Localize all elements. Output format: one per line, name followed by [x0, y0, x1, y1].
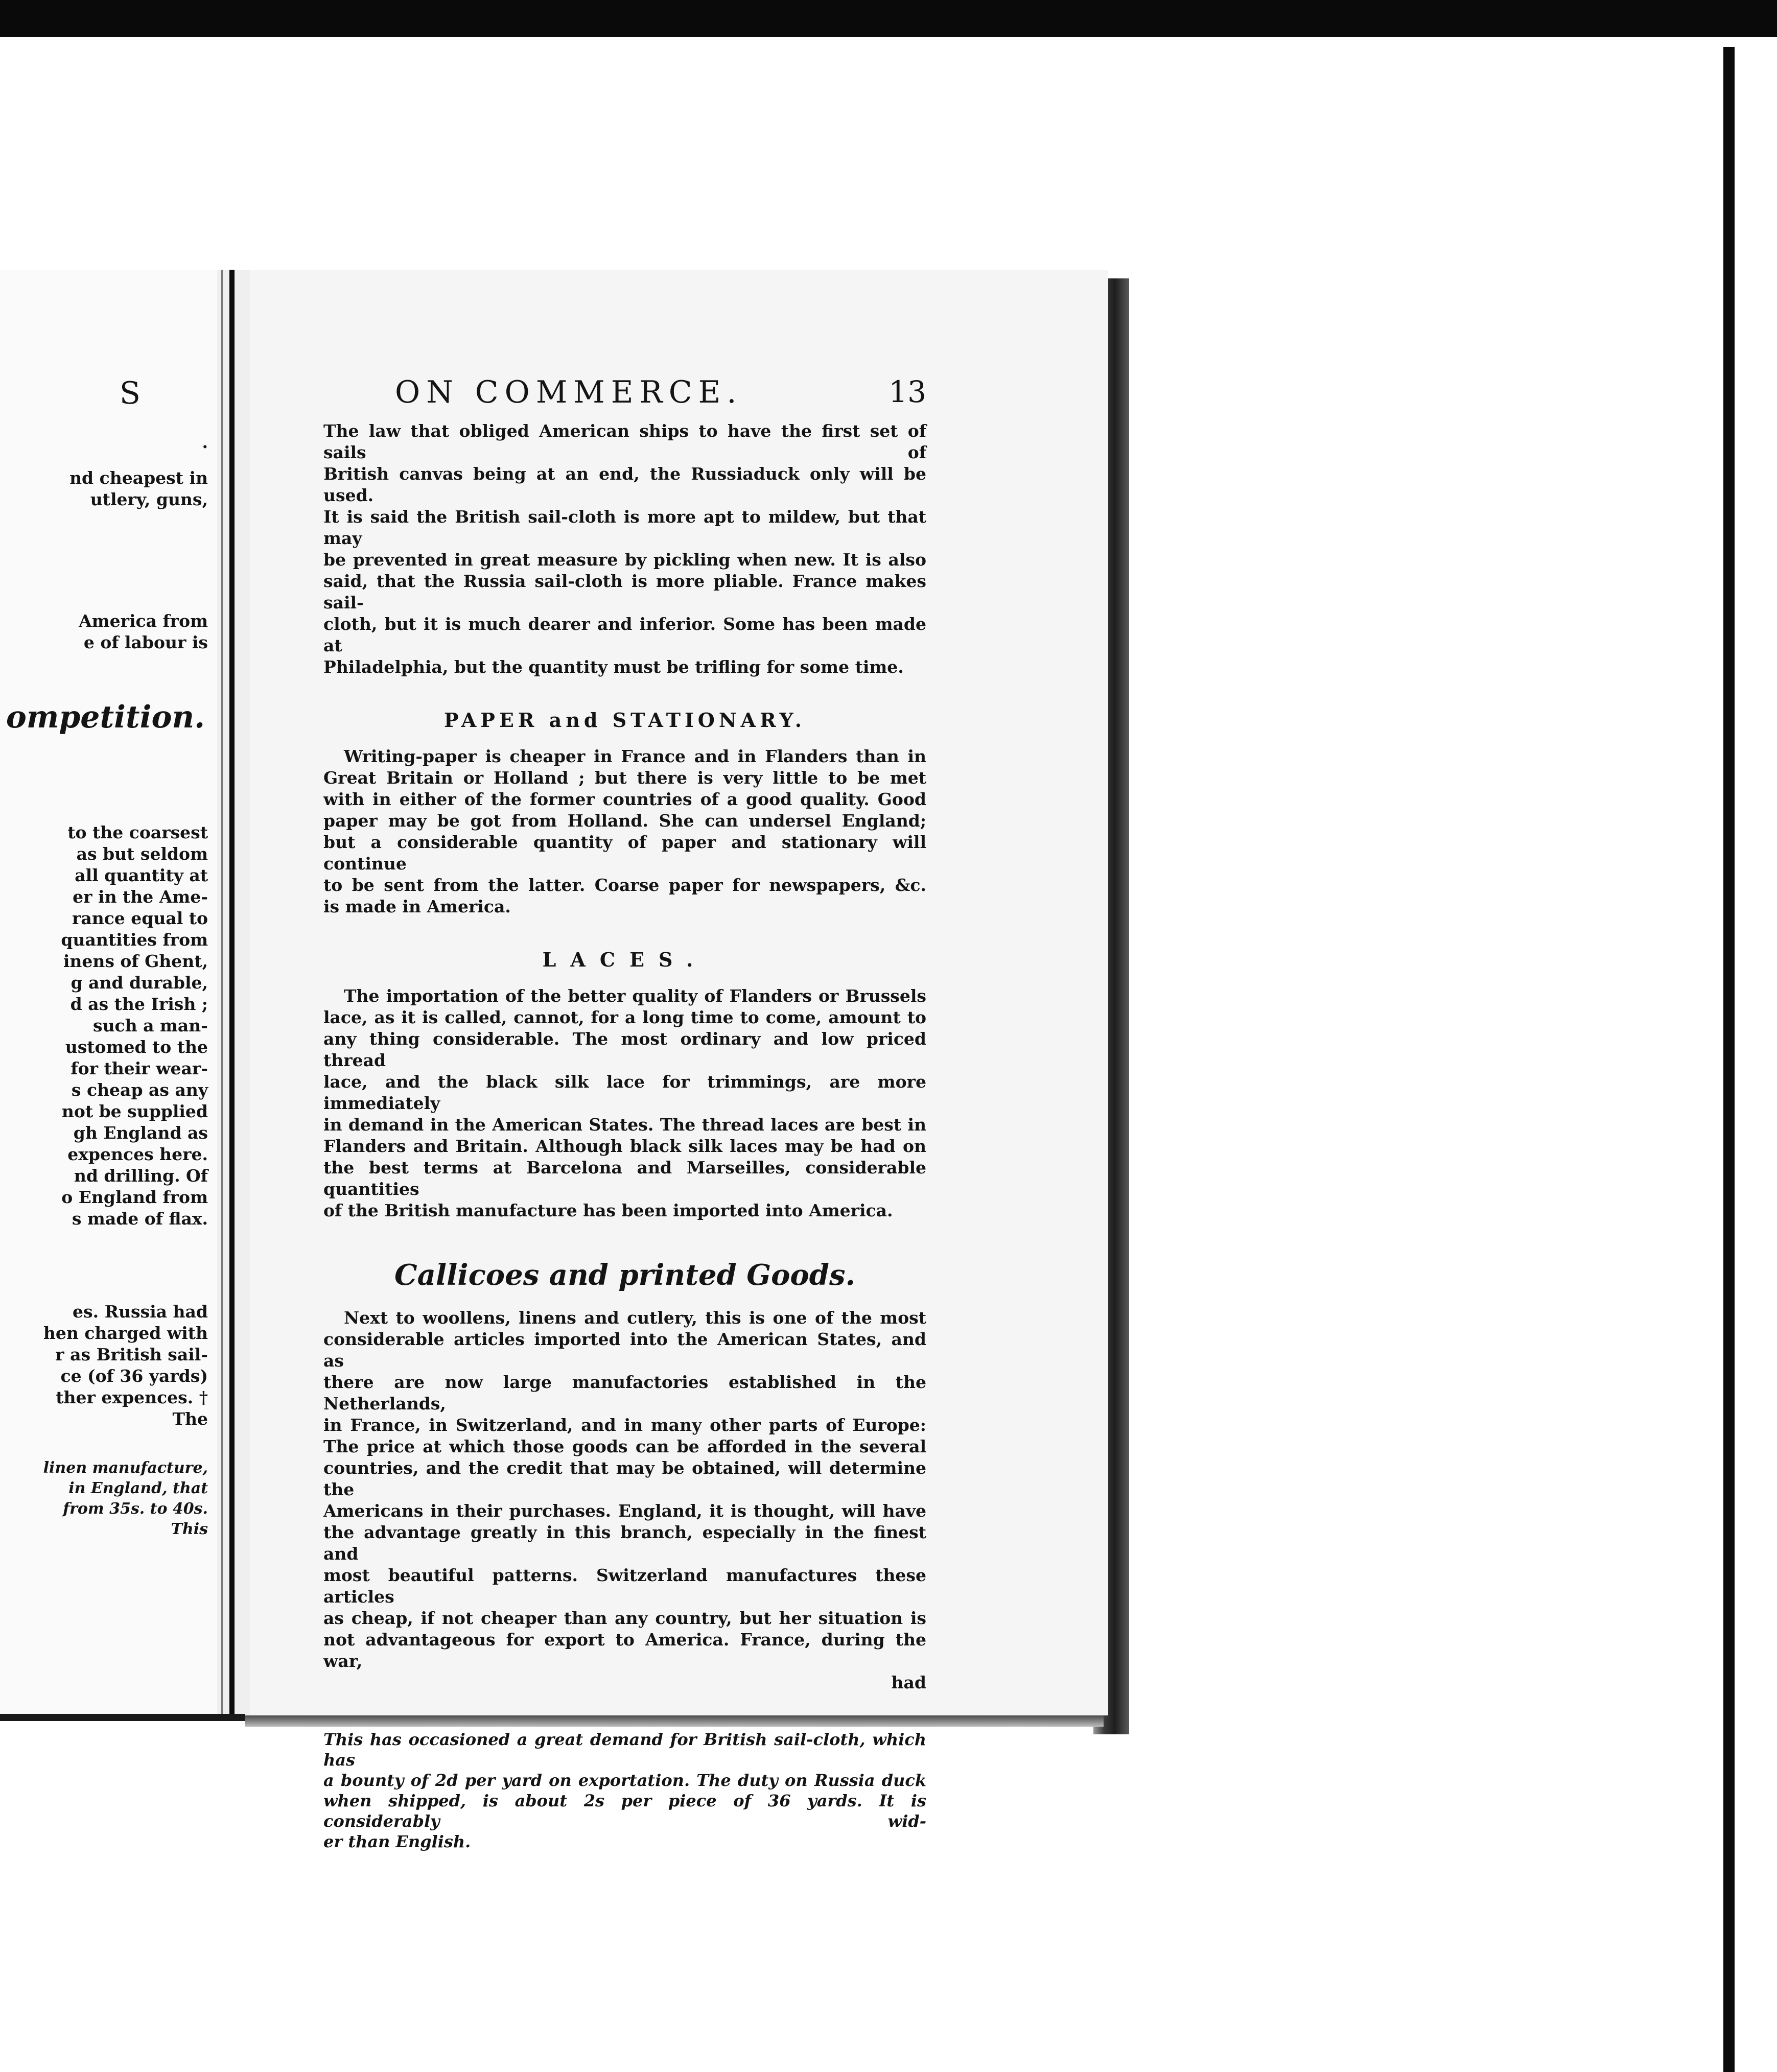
left-page-line: nd cheapest in — [69, 468, 208, 488]
left-page-line: d as the Irish ; — [70, 994, 208, 1014]
left-page-line: all quantity at — [75, 865, 208, 885]
section-paragraph-laces — [323, 985, 926, 1221]
text-line: The law that obliged American ships to have the first set of sails of — [323, 421, 926, 462]
right-page-bottom-edge — [245, 1715, 1104, 1727]
left-page-line: r as British sail- — [55, 1345, 208, 1364]
left-page-line: rance equal to — [72, 908, 208, 928]
running-head — [323, 374, 926, 420]
text-line: but a considerable quantity of paper and stationary will continue — [323, 832, 926, 874]
opening-paragraph — [323, 420, 926, 678]
left-page-line: ustomed to the — [65, 1037, 208, 1057]
text-line: with in either of the former countries of a good quality. Good — [323, 789, 926, 809]
left-page-line: nd drilling. Of — [74, 1166, 208, 1186]
left-page-line: o England from — [61, 1187, 208, 1207]
text-line: lace, as it is called, cannot, for a long time to come, amount to — [323, 1007, 926, 1027]
text-line: be prevented in great measure by pickling when new. It is also — [323, 550, 926, 570]
footnote-line: when shipped, is about 2s per piece of 36 yards. It is considerably wid- — [323, 1791, 926, 1831]
text-line: Flanders and Britain. Although black silk laces may be had on — [323, 1136, 926, 1156]
left-page-line: e of labour is — [83, 632, 208, 652]
text-line: is made in America. — [323, 897, 511, 916]
left-page-line: for their wear- — [71, 1058, 208, 1078]
page-number: 13 — [888, 374, 926, 409]
left-page-heading: ompetition. — [6, 699, 205, 735]
text-line: said, that the Russia sail-cloth is more pliable. France makes sail- — [323, 571, 926, 613]
text-line: Writing-paper is cheaper in France and in Flanders than in — [344, 746, 926, 766]
text-line: in France, in Switzerland, and in many other parts of Europe: — [323, 1415, 926, 1435]
left-page-line: America from — [79, 611, 208, 631]
text-line: The price at which those goods can be afforded in the several — [323, 1437, 926, 1456]
right-page — [250, 270, 1108, 1851]
left-page-line: hen charged with — [43, 1323, 208, 1343]
text-line: of the British manufacture has been imported into America. — [323, 1200, 893, 1220]
section-heading-laces: LACES. — [542, 948, 708, 971]
left-page-footnote-line: linen manufacture, — [43, 1459, 208, 1477]
left-page-line: expences here. — [67, 1144, 208, 1164]
left-running-head: S — [119, 375, 141, 411]
text-line: as cheap, if not cheaper than any country, but her situation is — [323, 1608, 926, 1628]
book-spine — [217, 270, 250, 1721]
catchword: had — [891, 1673, 926, 1692]
section-heading-callicoes: Callicoes and printed Goods. — [394, 1258, 855, 1292]
text-line: the best terms at Barcelona and Marseilles, considerable quantities — [323, 1158, 926, 1199]
text-line: in demand in the American States. The thread laces are best in — [323, 1115, 926, 1135]
text-line: there are now large manufactories established in the Netherlands, — [323, 1372, 926, 1414]
left-page-bottom-edge — [0, 1714, 245, 1721]
left-page-line: to the coarsest — [67, 822, 208, 842]
left-page-line: ce (of 36 yards) — [60, 1366, 208, 1386]
section-paragraph-callicoes — [323, 1307, 926, 1672]
footnote — [323, 1729, 926, 1852]
text-line: to be sent from the latter. Coarse paper for newspapers, &c. — [323, 875, 926, 895]
left-page-footnote-line: in England, that — [68, 1479, 208, 1497]
running-title: ON COMMERCE. — [395, 374, 743, 410]
text-line: Next to woollens, linens and cutlery, this is one of the most — [344, 1308, 926, 1328]
text-line: most beautiful patterns. Switzerland manufactures these articles — [323, 1565, 926, 1607]
left-page-footnote-line: This — [171, 1520, 208, 1538]
text-line: cloth, but it is much dearer and inferior. Some has been made at — [323, 614, 926, 655]
footnote-line: a bounty of 2d per yard on exportation. The duty on Russia duck — [323, 1771, 926, 1790]
left-page-footnote-line: from 35s. to 40s. — [63, 1500, 208, 1518]
left-page-line: ther expences. † — [56, 1387, 208, 1407]
left-page-line: es. Russia had — [73, 1302, 208, 1322]
footnote-line: er than English. — [323, 1832, 471, 1851]
left-page-line: such a man- — [92, 1016, 208, 1035]
scan-right-border — [1723, 47, 1735, 2072]
left-page-line: g and durable, — [71, 973, 208, 993]
left-page-line: s cheap as any — [71, 1080, 208, 1100]
left-page-catchword: The — [172, 1409, 208, 1429]
text-line: Philadelphia, but the quantity must be trifling for some time. — [323, 657, 904, 677]
left-page-line: er in the Ame- — [73, 887, 208, 907]
scan-top-border — [0, 0, 1777, 37]
text-line: Americans in their purchases. England, it is thought, will have — [323, 1501, 926, 1521]
left-page-line: . — [202, 432, 208, 452]
page-content — [323, 374, 926, 1852]
section-paragraph-paper — [323, 746, 926, 917]
left-page-line: as but seldom — [76, 844, 208, 864]
text-line: lace, and the black silk lace for trimmings, are more immediately — [323, 1072, 926, 1113]
text-line: considerable articles imported into the American States, and as — [323, 1329, 926, 1371]
left-page-line: inens of Ghent, — [63, 951, 208, 971]
text-line: not advantageous for export to America. France, during the war, — [323, 1630, 926, 1671]
text-line: British canvas being at an end, the Russiaduck only will be used. — [323, 464, 926, 505]
text-line: It is said the British sail-cloth is more apt to mildew, but that may — [323, 507, 926, 548]
text-line: paper may be got from Holland. She can undersel England; — [323, 811, 926, 831]
left-page-line: gh England as — [73, 1123, 208, 1143]
left-page-line: s made of flax. — [72, 1209, 208, 1229]
left-page-line: utlery, guns, — [90, 489, 208, 509]
footnote-line: This has occasioned a great demand for British sail-cloth, which has — [323, 1730, 926, 1770]
left-page-line: quantities from — [61, 930, 208, 950]
text-line: The importation of the better quality of Flanders or Brussels — [344, 986, 926, 1006]
text-line: the advantage greatly in this branch, especially in the finest and — [323, 1522, 926, 1564]
text-line: countries, and the credit that may be obtained, will determine the — [323, 1458, 926, 1499]
text-line: any thing considerable. The most ordinary and low priced thread — [323, 1029, 926, 1070]
left-page-line: not be supplied — [61, 1101, 208, 1121]
text-line: Great Britain or Holland ; but there is very little to be met — [323, 768, 926, 788]
section-heading-paper: PAPER and STATIONARY. — [444, 709, 806, 732]
left-page — [0, 270, 217, 1721]
